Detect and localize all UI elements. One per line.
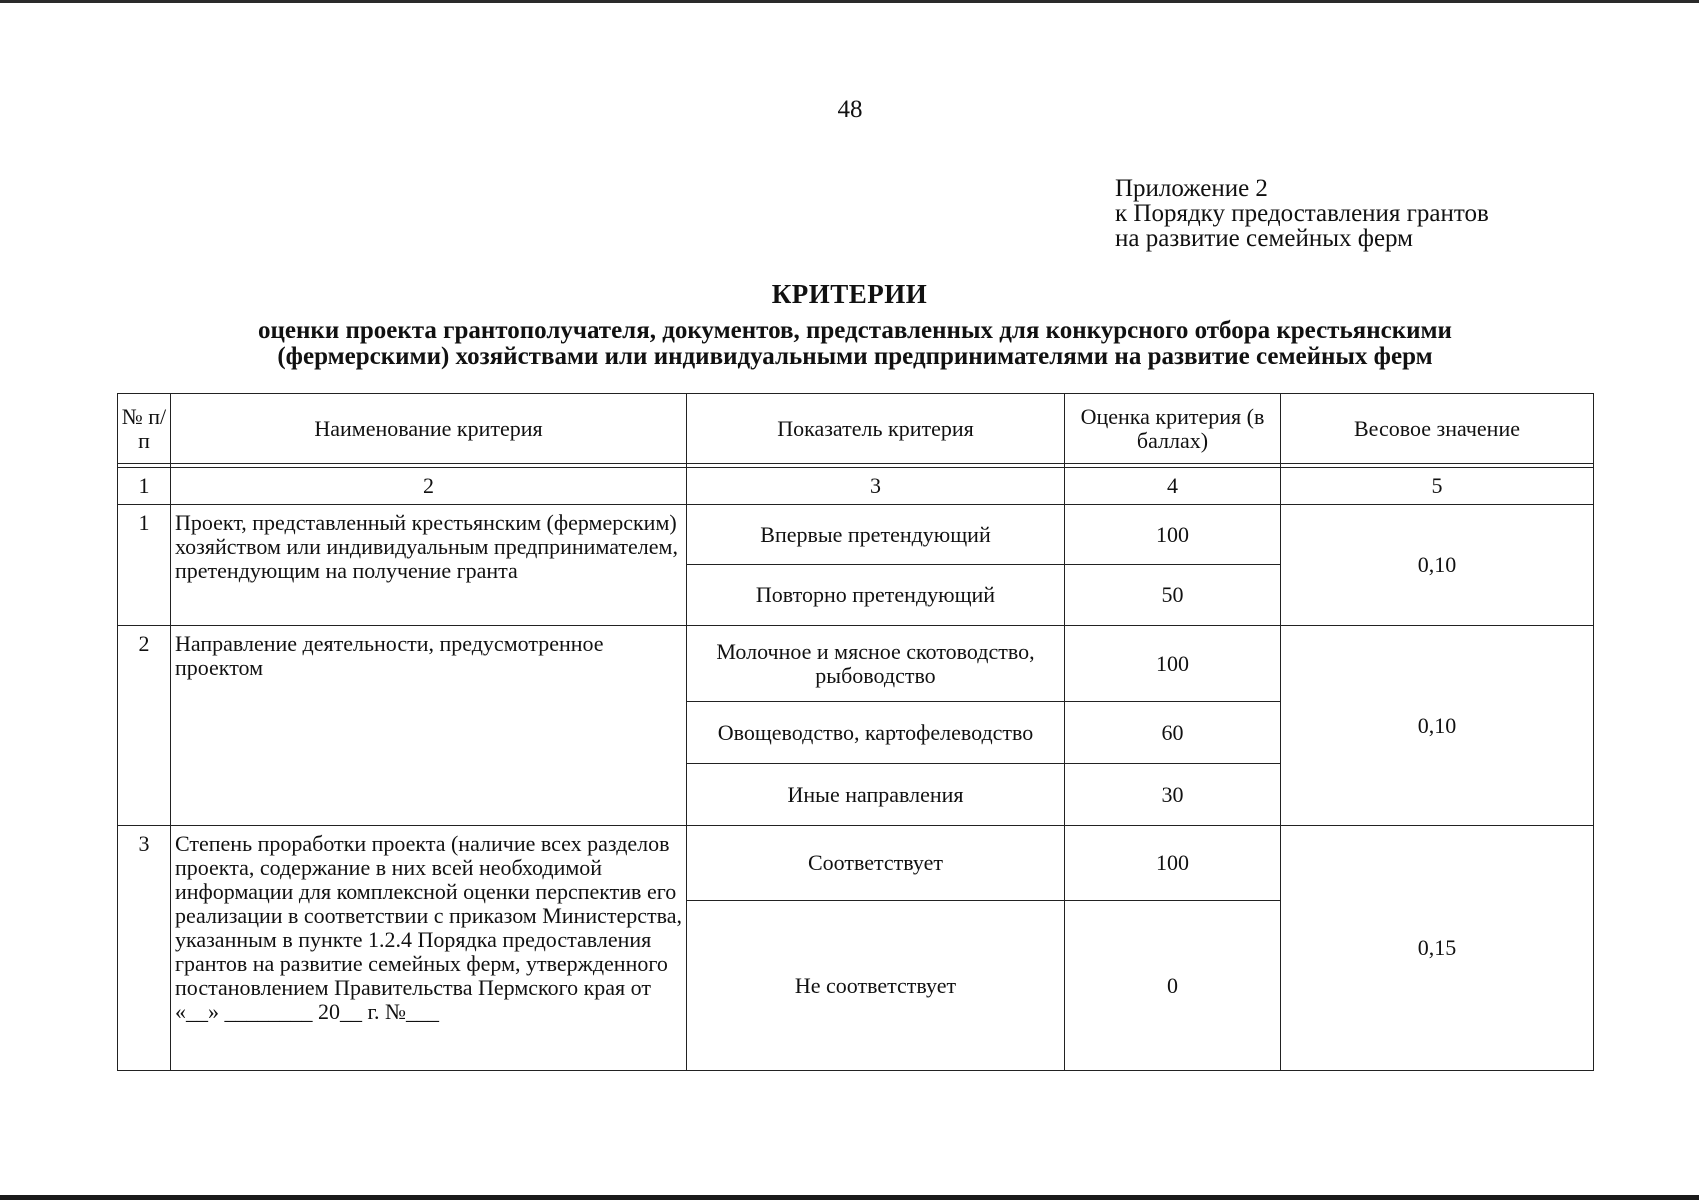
- weight-value: 0,10: [1281, 505, 1594, 626]
- weight-value: 0,10: [1281, 626, 1594, 826]
- row-num: 3: [118, 826, 171, 1071]
- indicator-label: Иные направления: [687, 764, 1065, 826]
- indicator-score: 60: [1065, 702, 1281, 764]
- col-number: 5: [1281, 468, 1594, 505]
- subtitle-line-2: (фермерскими) хозяйствами или индивидуальными предпринимателями на развитие семейных ферм: [277, 343, 1433, 370]
- table-row: [118, 505, 1594, 565]
- indicator-score: 100: [1065, 626, 1281, 702]
- scan-edge-top: [0, 0, 1699, 3]
- indicator-label: Овощеводство, картофелеводство: [687, 702, 1065, 764]
- indicator-label: Впервые претендующий: [687, 505, 1065, 565]
- indicator-label: Повторно претендующий: [687, 565, 1065, 626]
- criterion-name: Степень проработки проекта (наличие всех разделов проекта, содержание в них всей необходимой информации для комплексной оценки перспектив его реализации в соответствии с приказом Министерства, указанным в пункте 1.2.4 Порядка предоставления грантов на развитие семейных ферм, утвержденного постановлением Правительства Пермского края от «__» ________ 20__ г. №___: [171, 826, 687, 1071]
- col-number: 3: [687, 468, 1065, 505]
- col-number: 2: [171, 468, 687, 505]
- criteria-table: [117, 393, 1594, 1071]
- weight-value: 0,15: [1281, 826, 1594, 1071]
- table-row: [118, 626, 1594, 702]
- header-row: [118, 394, 1594, 464]
- indicator-score: 0: [1065, 901, 1281, 1071]
- indicator-label: Молочное и мясное скотоводство, рыбоводство: [687, 626, 1065, 702]
- appendix-line-3: на развитие семейных ферм: [1115, 225, 1413, 252]
- indicator-score: 100: [1065, 826, 1281, 901]
- header-weight: Весовое значение: [1281, 394, 1594, 464]
- criterion-name: Направление деятельности, предусмотренное проектом: [171, 626, 687, 826]
- criterion-name: Проект, представленный крестьянским (фермерским) хозяйством или индивидуальным предпринимателем, претендующим на получение гранта: [171, 505, 687, 626]
- appendix-line-1: Приложение 2: [1115, 175, 1268, 202]
- appendix-note: [1115, 176, 1489, 251]
- indicator-score: 50: [1065, 565, 1281, 626]
- document-subtitle: [120, 318, 1590, 370]
- header-score: Оценка критерия (в баллах): [1065, 394, 1281, 464]
- column-numbers-row: [118, 468, 1594, 505]
- document-title: КРИТЕРИИ: [771, 279, 928, 309]
- col-number: 1: [118, 468, 171, 505]
- indicator-label: Соответствует: [687, 826, 1065, 901]
- table-row: [118, 826, 1594, 901]
- appendix-line-2: к Порядку предоставления грантов: [1115, 200, 1489, 227]
- subtitle-line-1: оценки проекта грантополучателя, документов, представленных для конкурсного отбора крестьянскими: [258, 317, 1452, 344]
- page-number: 48: [837, 96, 863, 123]
- header-num: № п/п: [118, 394, 171, 464]
- row-num: 1: [118, 505, 171, 626]
- header-indicator: Показатель критерия: [687, 394, 1065, 464]
- row-num: 2: [118, 626, 171, 826]
- indicator-score: 100: [1065, 505, 1281, 565]
- indicator-score: 30: [1065, 764, 1281, 826]
- scan-edge-bottom: [0, 1195, 1699, 1200]
- col-number: 4: [1065, 468, 1281, 505]
- header-name: Наименование критерия: [171, 394, 687, 464]
- indicator-label: Не соответствует: [687, 901, 1065, 1071]
